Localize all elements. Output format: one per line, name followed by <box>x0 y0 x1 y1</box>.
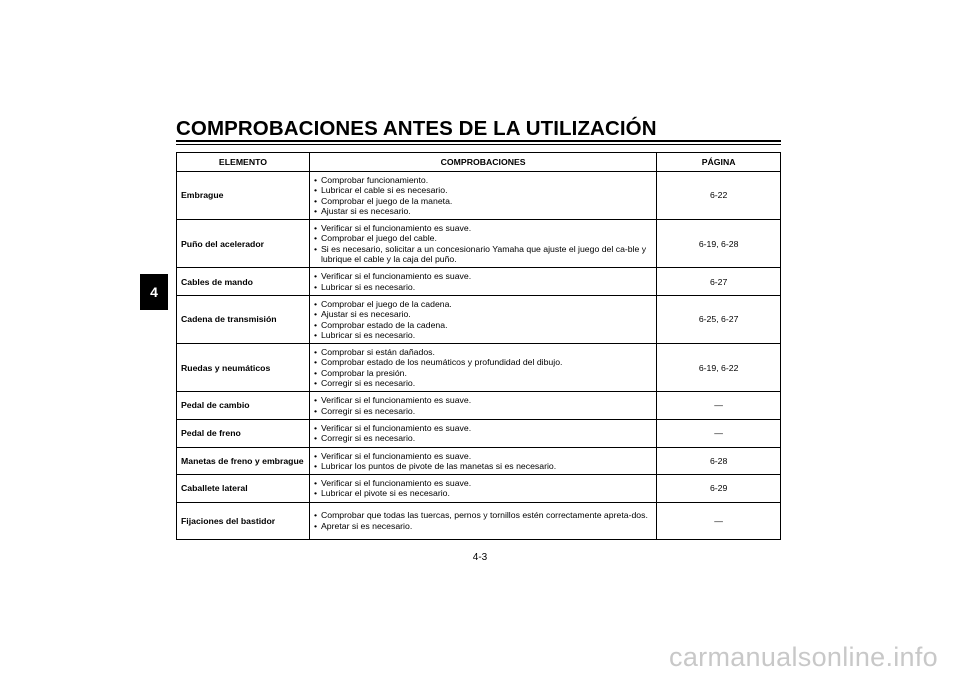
page-title: COMPROBACIONES ANTES DE LA UTILIZACIÓN <box>176 117 657 140</box>
row-element: Pedal de cambio <box>177 392 310 420</box>
check-item: • Ajustar si es necesario. <box>314 206 652 216</box>
row-page: — <box>657 392 781 420</box>
check-item: • Comprobar el juego de la maneta. <box>314 196 652 206</box>
table-row <box>177 172 781 220</box>
check-item: • Comprobar si están dañados. <box>314 347 652 357</box>
check-item: • Comprobar el juego de la cadena. <box>314 299 652 309</box>
check-list <box>314 451 652 472</box>
checklist-table <box>176 152 781 540</box>
check-item: • Lubricar los puntos de pivote de las manetas si es necesario. <box>314 461 652 471</box>
check-item: • Verificar si el funcionamiento es suave. <box>314 271 652 281</box>
watermark: carmanualsonline.info <box>669 642 938 672</box>
check-item: • Comprobar el juego del cable. <box>314 233 652 243</box>
table-row <box>177 295 781 343</box>
row-element: Embrague <box>177 172 310 220</box>
row-checks <box>309 502 656 539</box>
check-item: • Lubricar si es necesario. <box>314 282 652 292</box>
header-checks: COMPROBACIONES <box>309 153 656 172</box>
row-page: — <box>657 419 781 447</box>
page-number: 4-3 <box>472 552 488 563</box>
check-item: • Comprobar estado de los neumáticos y profundidad del dibujo. <box>314 357 652 367</box>
check-item: • Comprobar la presión. <box>314 368 652 378</box>
check-item: • Verificar si el funcionamiento es suave. <box>314 451 652 461</box>
row-checks <box>309 344 656 392</box>
check-item: • Corregir si es necesario. <box>314 433 652 443</box>
check-list <box>314 223 652 264</box>
row-checks <box>309 295 656 343</box>
row-page: 6-29 <box>657 475 781 503</box>
chapter-tab: 4 <box>140 274 168 310</box>
header-page: PÁGINA <box>657 153 781 172</box>
table-header-row <box>177 153 781 172</box>
check-item: • Lubricar el pivote si es necesario. <box>314 488 652 498</box>
row-page: 6-25, 6-27 <box>657 295 781 343</box>
row-element: Cables de mando <box>177 268 310 296</box>
row-checks <box>309 419 656 447</box>
check-item: • Lubricar si es necesario. <box>314 330 652 340</box>
table-row <box>177 475 781 503</box>
title-rule-thin <box>176 144 781 145</box>
check-item: • Corregir si es necesario. <box>314 406 652 416</box>
row-checks <box>309 392 656 420</box>
check-item: • Comprobar estado de la cadena. <box>314 320 652 330</box>
check-list <box>314 347 652 388</box>
check-list <box>314 478 652 499</box>
check-item: • Verificar si el funcionamiento es suave. <box>314 478 652 488</box>
header-element: ELEMENTO <box>177 153 310 172</box>
check-list <box>314 175 652 216</box>
table-row <box>177 502 781 539</box>
row-checks <box>309 447 656 475</box>
row-checks <box>309 172 656 220</box>
table-row <box>177 268 781 296</box>
check-item: • Si es necesario, solicitar a un concesionario Yamaha que ajuste el juego del ca-ble y lubrique el cable y la caja del puño. <box>314 244 652 265</box>
row-page: 6-22 <box>657 172 781 220</box>
check-list <box>314 423 652 444</box>
row-element: Caballete lateral <box>177 475 310 503</box>
title-rule-thick <box>176 140 781 142</box>
table-row <box>177 344 781 392</box>
check-item: • Lubricar el cable si es necesario. <box>314 185 652 195</box>
row-element: Manetas de freno y embrague <box>177 447 310 475</box>
row-page: 6-28 <box>657 447 781 475</box>
row-element: Cadena de transmisión <box>177 295 310 343</box>
row-checks <box>309 220 656 268</box>
check-list <box>314 395 652 416</box>
row-element: Pedal de freno <box>177 419 310 447</box>
table-row <box>177 220 781 268</box>
check-list <box>314 299 652 340</box>
check-item: • Comprobar funcionamiento. <box>314 175 652 185</box>
row-element: Fijaciones del bastidor <box>177 502 310 539</box>
check-list <box>314 271 652 292</box>
check-item: • Verificar si el funcionamiento es suave. <box>314 423 652 433</box>
check-list <box>314 510 652 531</box>
check-item: • Corregir si es necesario. <box>314 378 652 388</box>
check-item: • Comprobar que todas las tuercas, pernos y tornillos estén correctamente apreta-dos. <box>314 510 652 520</box>
check-item: • Verificar si el funcionamiento es suave. <box>314 395 652 405</box>
row-page: 6-19, 6-28 <box>657 220 781 268</box>
row-page: — <box>657 502 781 539</box>
check-item: • Verificar si el funcionamiento es suave. <box>314 223 652 233</box>
row-element: Puño del acelerador <box>177 220 310 268</box>
row-checks <box>309 475 656 503</box>
row-checks <box>309 268 656 296</box>
row-element: Ruedas y neumáticos <box>177 344 310 392</box>
row-page: 6-19, 6-22 <box>657 344 781 392</box>
table-row <box>177 419 781 447</box>
row-page: 6-27 <box>657 268 781 296</box>
check-item: • Ajustar si es necesario. <box>314 309 652 319</box>
table-row <box>177 447 781 475</box>
table-row <box>177 392 781 420</box>
check-item: • Apretar si es necesario. <box>314 521 652 531</box>
